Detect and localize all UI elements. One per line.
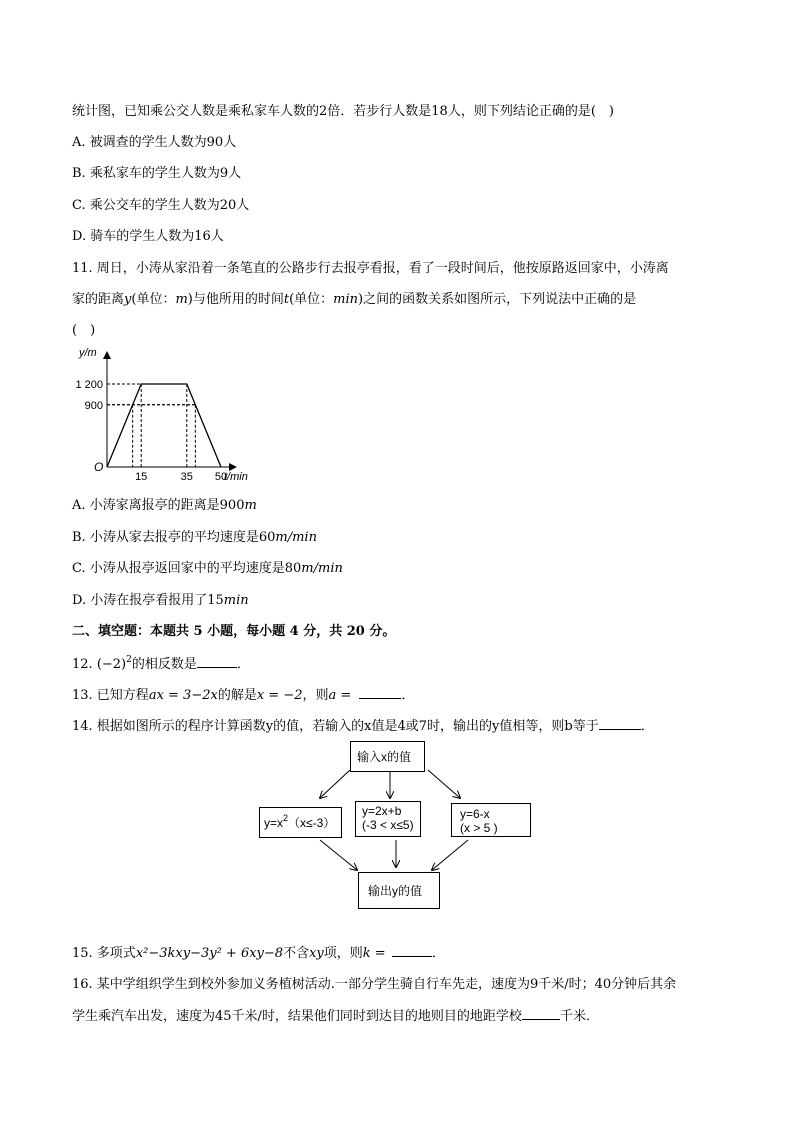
x-tick-label: 50 xyxy=(214,471,228,483)
q12: 12. $(-2)^2$的相反数是 ． xyxy=(72,655,250,672)
q14-answer-blank[interactable] xyxy=(599,718,641,730)
y-tick-label: 900 xyxy=(84,399,103,412)
q10-stem: 统计图，已知乘公交人数是乘私家车人数的2倍．若步行人数是18人，则下列结论正确的是( ) xyxy=(72,104,614,119)
q16-answer-blank[interactable] xyxy=(522,1008,560,1020)
q11-option-d: D. 小涛在报亭看报用了15min xyxy=(72,593,249,608)
q11-stem-line2: 家的距离y(单位：m)与他所用的时间t(单位：min)之间的函数关系如图所示，下列说法中正确的是 xyxy=(72,292,637,307)
flow-left-branch-box: $y=x^2(x\le-3)$ xyxy=(259,807,342,838)
distance-time-graph xyxy=(70,344,250,490)
distance-line xyxy=(107,384,221,467)
x-tick-label: 15 xyxy=(135,471,148,483)
section-heading: 二、填空题：本题共 5 小题，每小题 4 分，共 20 分。 xyxy=(72,624,396,639)
flow-output-box: 输出y的值 xyxy=(358,872,440,909)
y-axis-label: y/m xyxy=(79,347,97,359)
q10-option-d: D. 骑车的学生人数为16人 xyxy=(72,229,224,244)
q13: 13. 已知方程ax = 3−2x的解是x = −2，则a = ． xyxy=(72,688,415,703)
x-tick-label: 35 xyxy=(180,471,193,483)
q15-answer-blank[interactable] xyxy=(392,945,432,957)
q14: 14. 根据如图所示的程序计算函数y的值，若输入的x值是4或7时，输出的y值相等，则b等于 ． xyxy=(72,719,654,734)
flow-middle-branch-box: y=2x+b (-3 < x≤5) xyxy=(355,801,421,837)
y-tick-label: 1 200 xyxy=(75,379,103,391)
q16-line2: 学生乘汽车出发，速度为45千米/时，结果他们同时到达目的地则目的地距学校 千米． xyxy=(72,1009,599,1024)
q11-stem-line3: ( ) xyxy=(72,323,96,338)
q10-option-b: B. 乘私家车的学生人数为9人 xyxy=(72,166,242,181)
q12-answer-blank[interactable] xyxy=(197,656,237,668)
q10-option-c: C. 乘公交车的学生人数为20人 xyxy=(72,198,250,213)
origin-label: O xyxy=(94,460,104,474)
q11-option-a: A. 小涛家离报亭的距离是900m xyxy=(72,498,257,513)
x-axis-label: t/min xyxy=(224,471,248,483)
q10-option-a: A. 被调查的学生人数为90人 xyxy=(72,135,237,150)
q16-line1: 16. 某中学组织学生到校外参加义务植树活动.一部分学生骑自行车先走，速度为9千米/时；40分钟后其余 xyxy=(72,977,677,992)
q15: 15. 多项式x²−3kxy−3y² + 6xy−8不含xy项，则k = ． xyxy=(72,946,445,961)
flow-right-branch-box: y=6-x (x > 5 ) xyxy=(451,803,531,837)
q11-option-c: C. 小涛从报亭返回家中的平均速度是80m/min xyxy=(72,561,343,576)
q13-answer-blank[interactable] xyxy=(359,687,401,699)
flow-input-box: 输入x的值 xyxy=(350,741,425,772)
q11-option-b: B. 小涛从家去报亭的平均速度是60m/min xyxy=(72,530,317,545)
q11-stem-line1: 11. 周日，小涛从家沿着一条笔直的公路步行去报亭看报，看了一段时间后，他按原路返回家中，小涛离 xyxy=(72,261,669,276)
